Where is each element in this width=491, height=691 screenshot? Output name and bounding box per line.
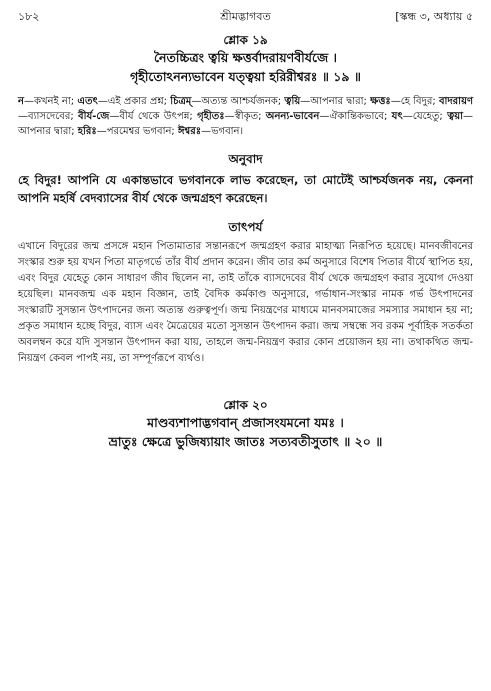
translation-title: অনুবাদ	[228, 152, 263, 166]
synonym-item: ক্ষত্তঃ—হে বিদুর;	[370, 96, 439, 107]
synonym-item: ত্বয়ি—আপনার দ্বারা;	[284, 96, 371, 107]
verse-20-line-1: মাণ্ডব্যশাপাদ্ভগবান্ প্রজাসংযমনো যমঃ ।	[147, 415, 344, 430]
verse-20-line-2: ভ্রাতুঃ ক্ষেত্রে ভুজিষ্যায়াং জাতঃ সত্যবতীসুতাৎ ॥ ২০ ॥	[108, 434, 383, 449]
verse-19-heading: শ্লোক ১৯	[223, 33, 268, 47]
synonym-item: বীর্য-জে—বীর্য থেকে উৎপন্ন;	[78, 111, 198, 122]
synonym-item: যৎ—যেহেতু;	[391, 111, 448, 122]
synonym-item: ঈশ্বরঃ—ভগবান।	[178, 126, 244, 137]
synonym-item: ন—কখনই না;	[18, 96, 78, 107]
page-header	[18, 10, 473, 24]
synonym-item: হরিঃ—পরমেশ্বর ভগবান;	[77, 126, 178, 137]
page	[18, 10, 473, 451]
purport-title: তাৎপর্য	[228, 220, 263, 234]
synonym-item: ত্বয়া—আপনার দ্বারা;	[18, 111, 473, 137]
synonym-item: বাদরায়ণ—ব্যাসদেবের;	[18, 96, 474, 122]
verse-19-line-2: গৃহীতোঽনন্যভাবেন যত্ত্বয়া হরিরীশ্বরঃ ॥ ১৯ ॥	[130, 69, 361, 84]
verse-20-heading: শ্লোক ২০	[223, 398, 268, 412]
synonym-item: এতৎ—এই প্রকার প্রশ্ন;	[77, 96, 171, 107]
synonym-item: চিত্রম্—অত্যন্ত আশ্চর্যজনক;	[170, 96, 285, 107]
spacer	[18, 367, 473, 397]
synonyms	[18, 94, 473, 139]
section-label: [স্কন্ধ ৩, অধ্যায় ৫	[395, 10, 473, 23]
synonym-item: অনন্য-ভাবেন—ঐকান্তিকভাবে;	[265, 111, 392, 122]
page-number: ১৮২	[18, 10, 40, 23]
purport-text: এখানে বিদুরের জন্ম প্রসঙ্গে মহান পিতামাতার সন্তানরূপে জন্মগ্রহণ করার মাহাত্ম্য নিরূপিত হয়েছে। মানবজীবনের সংস্কার শুরু হয় যখন পিতা মাতৃগর্ভে তাঁর বীর্য প্রদান করেন। জীব তার কর্ম অনুসারে বিশেষ পিতার বীর্যে স্থাপিত হয়, এবং বিদুর যেহেতু কোন সাধারণ জীব ছিলেন না, তাই তাঁকে ব্যাসদেবের বীর্য থেকে জন্মগ্রহণ করার সুযোগ দেওয়া হয়েছিল। মানবজন্ম এক মহান বিজ্ঞান, তাই বৈদিক কর্মকাণ্ড অনুসারে, গর্ভাধান-সংস্কার নামক গর্ভ উৎপাদনের সংস্কারটি সুসন্তান উৎপাদনের জন্য অত্যন্ত গুরুত্বপূর্ণ। জন্ম নিয়ন্ত্রণের মাধ্যমে মানবসমাজের সমস্যার সমাধান হয় না; প্রকৃত সমাধান হচ্ছে বিদুর, ব্যাস এবং মৈত্রেয়ের মতো সুসন্তান উৎপাদন করা। জন্ম সম্বন্ধে সব রকম পূর্বাহিক সতর্কতা অবলম্বন করে যদি সুসন্তান উৎপাদন করা যায়, তাহলে জন্ম-নিয়ন্ত্রণ করার কোন প্রয়োজন হয় না। তথাকথিত জন্ম-নিয়ন্ত্রণ কেবল পাপই নয়, তা সম্পূর্ণরূপে ব্যর্থও।	[18, 241, 473, 364]
synonym-item: গৃহীতঃ—স্বীকৃত;	[197, 111, 266, 122]
verse-19-line-1: নৈতচ্চিত্রং ত্বয়ি ক্ষত্তর্বাদরায়ণবীর্যজে ।	[153, 50, 337, 65]
translation-text: হে বিদুর! আপনি যে একান্তভাবে ভগবানকে লাভ করেছেন, তা মোটেই আশ্চর্যজনক নয়, কেননা আপনি মহর্ষি বেদব্যাসের বীর্য থেকে জন্মগ্রহণ করেছেন।	[18, 173, 473, 205]
book-title: শ্রীমদ্ভাগবত	[220, 10, 271, 23]
